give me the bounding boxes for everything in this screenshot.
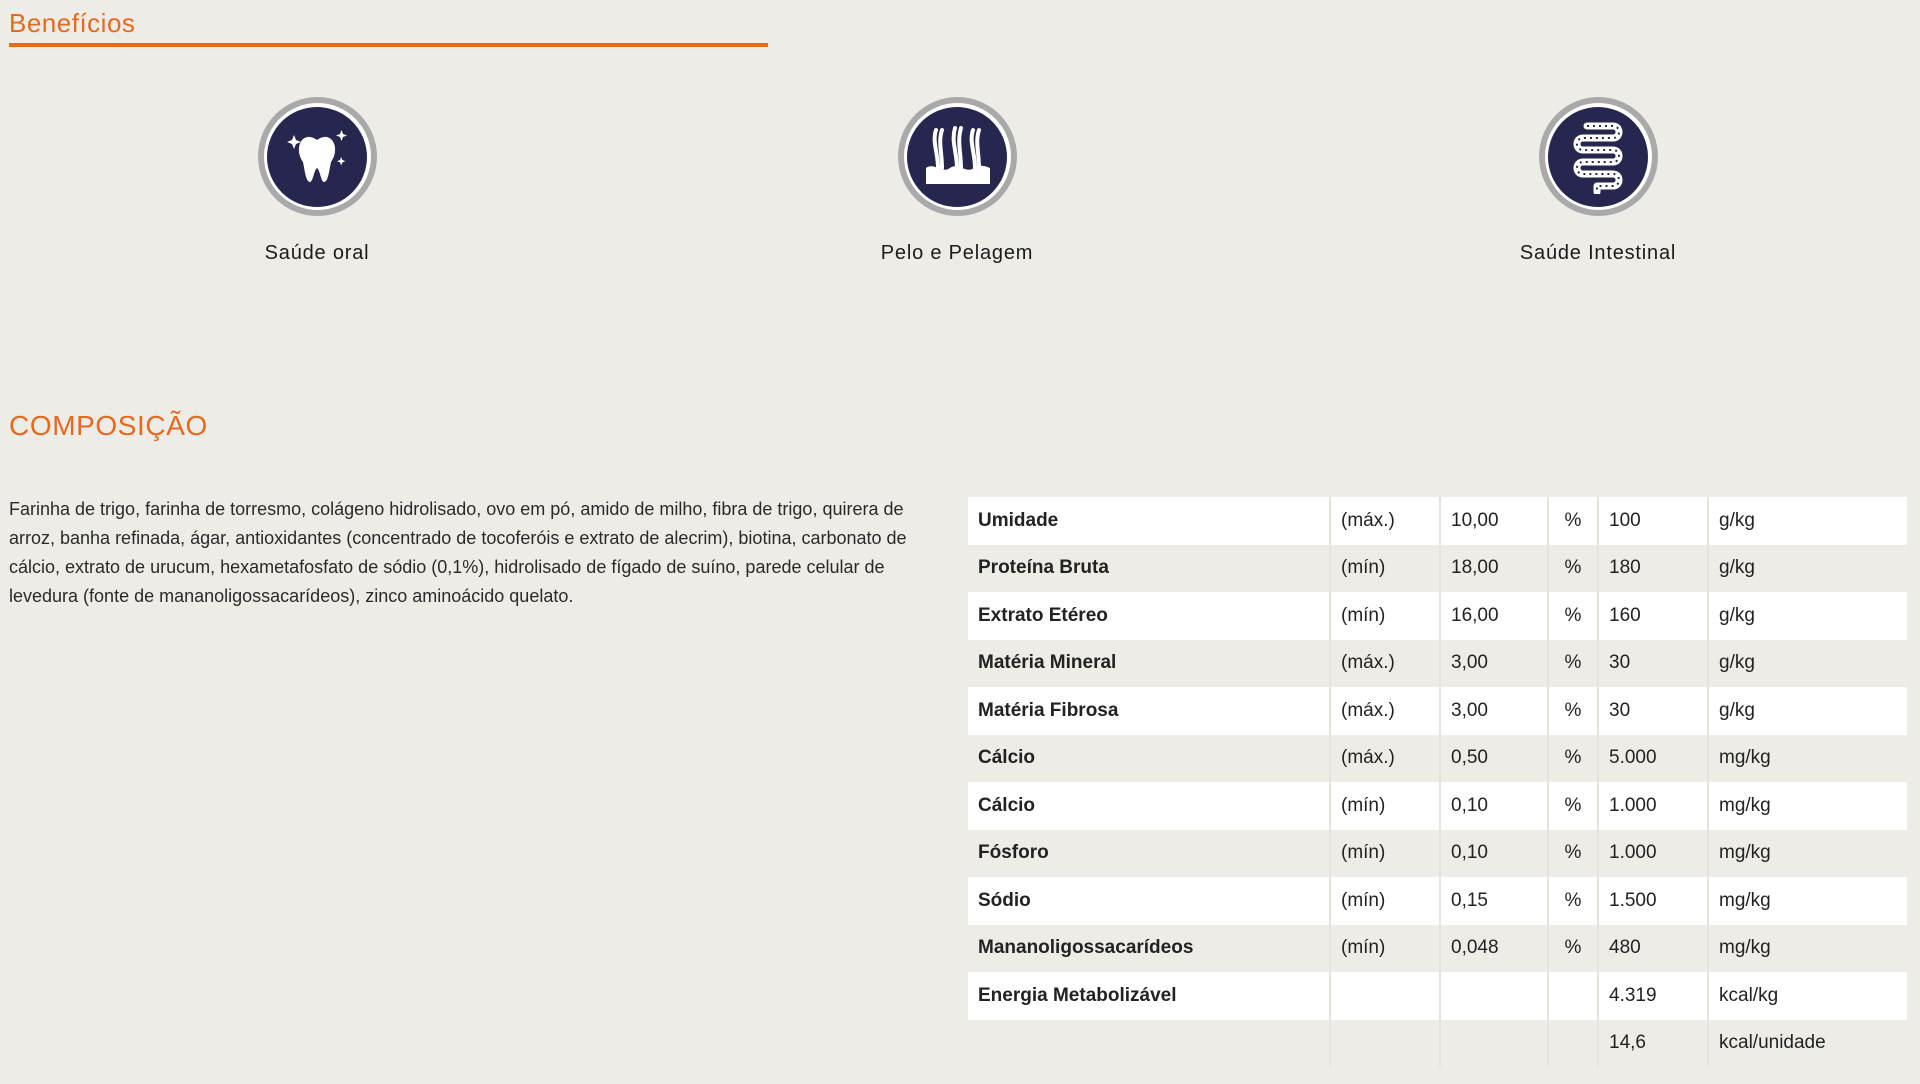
percent-cell: 18,00	[1440, 545, 1548, 593]
table-row	[968, 972, 1907, 1020]
nutrient-name-cell: Cálcio	[968, 782, 1330, 830]
benefit-icon-ring	[258, 97, 377, 216]
benefit-icon-ring	[898, 97, 1017, 216]
nutrition-table	[968, 497, 1907, 1067]
hair-follicle-icon	[907, 107, 1007, 207]
unit-cell: g/kg	[1708, 687, 1907, 735]
percent-cell: 0,10	[1440, 830, 1548, 878]
limit-cell: (máx.)	[1330, 497, 1440, 545]
unit-cell: mg/kg	[1708, 925, 1907, 973]
nutrient-name-cell: Cálcio	[968, 735, 1330, 783]
limit-cell: (mín)	[1330, 592, 1440, 640]
value-cell: 1.000	[1598, 782, 1708, 830]
benefit-oral-health	[167, 97, 467, 265]
table-row	[968, 640, 1907, 688]
percent-symbol-cell	[1548, 972, 1598, 1020]
limit-cell	[1330, 972, 1440, 1020]
value-cell: 14,6	[1598, 1020, 1708, 1068]
percent-cell: 0,048	[1440, 925, 1548, 973]
percent-cell: 3,00	[1440, 687, 1548, 735]
unit-cell: kcal/kg	[1708, 972, 1907, 1020]
table-row	[968, 735, 1907, 783]
value-cell: 160	[1598, 592, 1708, 640]
table-row	[968, 687, 1907, 735]
percent-symbol-cell: %	[1548, 545, 1598, 593]
value-cell: 100	[1598, 497, 1708, 545]
benefit-intestinal-health	[1448, 97, 1748, 265]
benefit-label: Pelo e Pelagem	[880, 242, 1034, 264]
percent-cell: 3,00	[1440, 640, 1548, 688]
value-cell: 1.000	[1598, 830, 1708, 878]
percent-cell: 0,10	[1440, 782, 1548, 830]
value-cell: 30	[1598, 687, 1708, 735]
nutrient-name-cell: Proteína Bruta	[968, 545, 1330, 593]
percent-symbol-cell: %	[1548, 497, 1598, 545]
unit-cell: g/kg	[1708, 640, 1907, 688]
tooth-icon	[267, 107, 367, 207]
nutrient-name-cell: Sódio	[968, 877, 1330, 925]
unit-cell: g/kg	[1708, 497, 1907, 545]
nutrient-name-cell: Extrato Etéreo	[968, 592, 1330, 640]
benefit-label: Saúde oral	[264, 242, 370, 264]
unit-cell: mg/kg	[1708, 830, 1907, 878]
limit-cell: (máx.)	[1330, 687, 1440, 735]
percent-symbol-cell: %	[1548, 687, 1598, 735]
composition-title: COMPOSIÇÃO	[9, 410, 208, 441]
nutrient-name-cell: Matéria Mineral	[968, 640, 1330, 688]
unit-cell: mg/kg	[1708, 735, 1907, 783]
limit-cell: (mín)	[1330, 782, 1440, 830]
percent-symbol-cell: %	[1548, 830, 1598, 878]
percent-symbol-cell: %	[1548, 782, 1598, 830]
percent-cell: 16,00	[1440, 592, 1548, 640]
unit-cell: mg/kg	[1708, 782, 1907, 830]
benefits-header	[9, 8, 768, 47]
limit-cell: (máx.)	[1330, 735, 1440, 783]
unit-cell: mg/kg	[1708, 877, 1907, 925]
table-row	[968, 545, 1907, 593]
percent-cell: 0,15	[1440, 877, 1548, 925]
percent-cell	[1440, 972, 1548, 1020]
nutrient-name-cell: Matéria Fibrosa	[968, 687, 1330, 735]
percent-symbol-cell: %	[1548, 877, 1598, 925]
percent-symbol-cell: %	[1548, 640, 1598, 688]
nutrient-name-cell: Energia Metabolizável	[968, 972, 1330, 1020]
nutrient-name-cell	[968, 1020, 1330, 1068]
composition-text: Farinha de trigo, farinha de torresmo, colágeno hidrolisado, ovo em pó, amido de milho, fibra de trigo, quirera de arroz, banha refinada, ágar, antioxidantes (concentrado de tocoferóis e extrato de alecrim), biotina, carbonato de cálcio, extrato de urucum, hexametafosfato de sódio (0,1%), hidrolisado de fígado de suíno, parede celular de levedura (fonte de mananoligossacarídeos), zinco aminoácido quelato.	[9, 499, 907, 606]
nutrient-name-cell: Umidade	[968, 497, 1330, 545]
intestine-icon	[1548, 107, 1648, 207]
limit-cell: (mín)	[1330, 925, 1440, 973]
percent-symbol-cell	[1548, 1020, 1598, 1068]
table-row	[968, 830, 1907, 878]
table-row	[968, 497, 1907, 545]
limit-cell: (mín)	[1330, 830, 1440, 878]
benefit-label: Saúde Intestinal	[1519, 242, 1677, 264]
limit-cell: (mín)	[1330, 545, 1440, 593]
unit-cell: kcal/unidade	[1708, 1020, 1907, 1068]
percent-cell	[1440, 1020, 1548, 1068]
percent-symbol-cell: %	[1548, 925, 1598, 973]
limit-cell	[1330, 1020, 1440, 1068]
nutrient-name-cell: Mananoligossacarídeos	[968, 925, 1330, 973]
table-row	[968, 592, 1907, 640]
benefit-coat	[807, 97, 1107, 265]
table-row	[968, 925, 1907, 973]
value-cell: 4.319	[1598, 972, 1708, 1020]
percent-cell: 10,00	[1440, 497, 1548, 545]
value-cell: 1.500	[1598, 877, 1708, 925]
unit-cell: g/kg	[1708, 545, 1907, 593]
value-cell: 180	[1598, 545, 1708, 593]
table-row	[968, 1020, 1907, 1068]
benefit-icon-ring	[1539, 97, 1658, 216]
limit-cell: (máx.)	[1330, 640, 1440, 688]
percent-symbol-cell: %	[1548, 735, 1598, 783]
limit-cell: (mín)	[1330, 877, 1440, 925]
table-row	[968, 782, 1907, 830]
benefits-title: Benefícios	[9, 8, 136, 38]
nutrient-name-cell: Fósforo	[968, 830, 1330, 878]
unit-cell: g/kg	[1708, 592, 1907, 640]
table-row	[968, 877, 1907, 925]
value-cell: 30	[1598, 640, 1708, 688]
percent-cell: 0,50	[1440, 735, 1548, 783]
value-cell: 5.000	[1598, 735, 1708, 783]
percent-symbol-cell: %	[1548, 592, 1598, 640]
value-cell: 480	[1598, 925, 1708, 973]
